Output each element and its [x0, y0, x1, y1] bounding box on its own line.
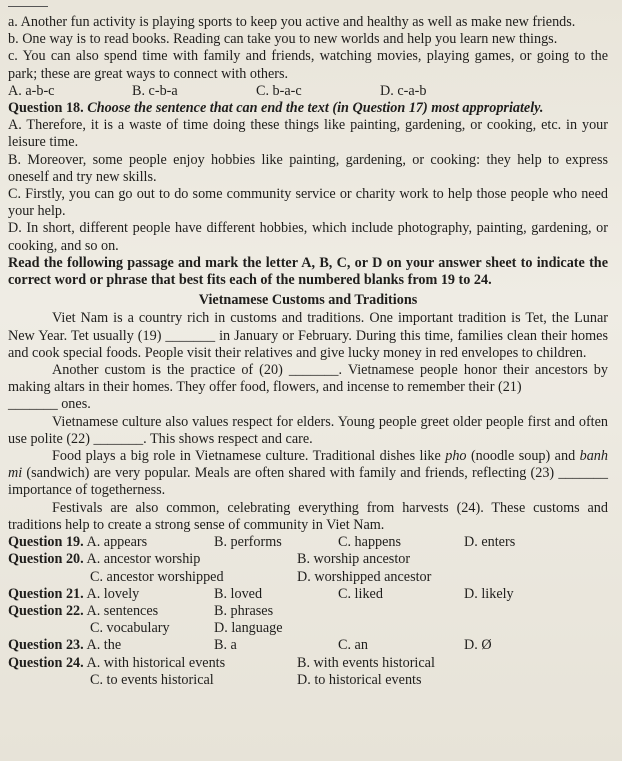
passage-instruction: Read the following passage and mark the letter A, B, C, or D on your answer sheet to indicate the correct word or phrase that best fits each of the numbered blanks from 19 to 24. — [8, 254, 608, 289]
q17-option-c: c. You can also spend time with family and friends, watching movies, playing games, or going to the park; these are great ways to connect with others. — [8, 48, 608, 82]
q18-option-a: A. Therefore, it is a waste of time doing these things like painting, gardening, or cooking, etc. in your leisure time. — [8, 117, 608, 151]
q17-answer-c: C. b-a-c — [256, 82, 302, 99]
q24-option-d: D. to historical events — [297, 671, 422, 688]
q22-option-a: A. sentences — [86, 602, 159, 619]
q23-option-a: A. the — [86, 637, 122, 654]
q18-option-d: D. In short, different people have different hobbies, which include photography, painting, gardening, or cooking, and so on. — [8, 220, 608, 254]
passage-paragraph-2: Another custom is the practice of (20) _______. Vietnamese people honor their ancestors by making altars in their homes. They offer food, flowers, and incense to remember their (21) — [8, 362, 608, 396]
question-24-row2 — [8, 672, 608, 689]
q18-heading — [8, 100, 608, 117]
q22-option-d: D. language — [214, 620, 283, 637]
q19-option-b: B. performs — [214, 534, 282, 551]
top-rule — [8, 6, 48, 8]
q17-answers — [8, 83, 608, 100]
q19-option-c: C. happens — [338, 534, 402, 551]
passage-paragraph-3: Vietnamese culture also values respect for elders. Young people greet older people first and often use polite (22) _______. This shows respect and care. — [8, 413, 608, 447]
passage-paragraph-5: Festivals are also common, celebrating everything from harvests (24). These customs and traditions help to create a strong sense of community in Viet Nam. — [8, 499, 608, 533]
passage-title: Vietnamese Customs and Traditions — [198, 292, 418, 309]
q17-option-a: a. Another fun activity is playing sports to keep you active and healthy as well as make new friends. — [8, 14, 576, 30]
question-20-row2 — [8, 569, 608, 586]
dish-banh-mi: banh mi — [8, 448, 608, 482]
q18-label: Question 18. — [8, 100, 84, 117]
question-22-row2 — [8, 620, 608, 637]
dish-pho: pho — [445, 448, 467, 465]
passage-paragraph-1: Viet Nam is a country rich in customs and traditions. One important tradition is Tet, the Lunar New Year. Tet usually (19) _______ in January or February. During this time, families clean their homes and cook special foods. People visit their relatives and give lucky money in red envelopes to children. — [8, 310, 608, 361]
q24-option-a: A. with historical events — [86, 654, 226, 671]
q19-option-a: A. appears — [86, 534, 148, 551]
q17-answer-d: D. c-a-b — [380, 82, 427, 99]
q20-option-d: D. worshipped ancestor — [297, 568, 432, 585]
question-20: Question 20. A. ancestor worship B. worship ancestor — [8, 551, 608, 568]
q17-answer-a: A. a-b-c — [8, 82, 55, 99]
question-22: Question 22. A. sentences B. phrases — [8, 603, 608, 620]
q22-option-b: B. phrases — [214, 602, 274, 619]
q19-option-d: D. enters — [464, 534, 516, 551]
question-24: Question 24. A. with historical events B. with events historical — [8, 655, 608, 672]
q23-option-c: C. an — [338, 637, 368, 654]
q20-option-c: C. ancestor worshipped — [90, 568, 224, 585]
q24-option-c: C. to events historical — [90, 671, 214, 688]
question-19: Question 19. A. appears B. performs C. happens D. enters — [8, 534, 608, 551]
passage-paragraph-2-end: _______ ones. — [8, 396, 91, 413]
q18-option-b: B. Moreover, some people enjoy hobbies like painting, gardening, or cooking: they help to express oneself and try new skills. — [8, 151, 608, 185]
q17-option-b: b. One way is to read books. Reading can take you to new worlds and help you learn new things. — [8, 31, 558, 48]
q21-option-b: B. loved — [214, 585, 263, 602]
q24-option-b: B. with events historical — [297, 654, 435, 671]
q21-option-c: C. liked — [338, 585, 383, 602]
q18-prompt: Choose the sentence that can end the text (in Question 17) most appropriately. — [87, 100, 544, 117]
q20-option-b: B. worship ancestor — [297, 551, 411, 568]
q21-option-a: A. lovely — [86, 585, 140, 602]
q21-option-d: D. likely — [464, 585, 514, 602]
question-21: Question 21. A. lovely B. loved C. liked D. likely — [8, 586, 608, 603]
q18-option-c: C. Firstly, you can go out to do some community service or charity work to help those people who need your help. — [8, 186, 608, 220]
question-23: Question 23. A. the B. a C. an D. Ø — [8, 637, 608, 654]
q23-option-b: B. a — [214, 637, 237, 654]
q23-option-d: D. Ø — [464, 637, 492, 654]
passage-paragraph-4: Food plays a big role in Vietnamese culture. Traditional dishes like pho (noodle soup) and banh mi (sandwich) are very popular. Meals are often shared with family and friends, reflecting (23) _______ importance of togetherness. — [8, 448, 608, 499]
q20-option-a: A. ancestor worship — [86, 551, 201, 568]
q17-answer-b: B. c-b-a — [132, 82, 178, 99]
q22-option-c: C. vocabulary — [90, 620, 170, 637]
